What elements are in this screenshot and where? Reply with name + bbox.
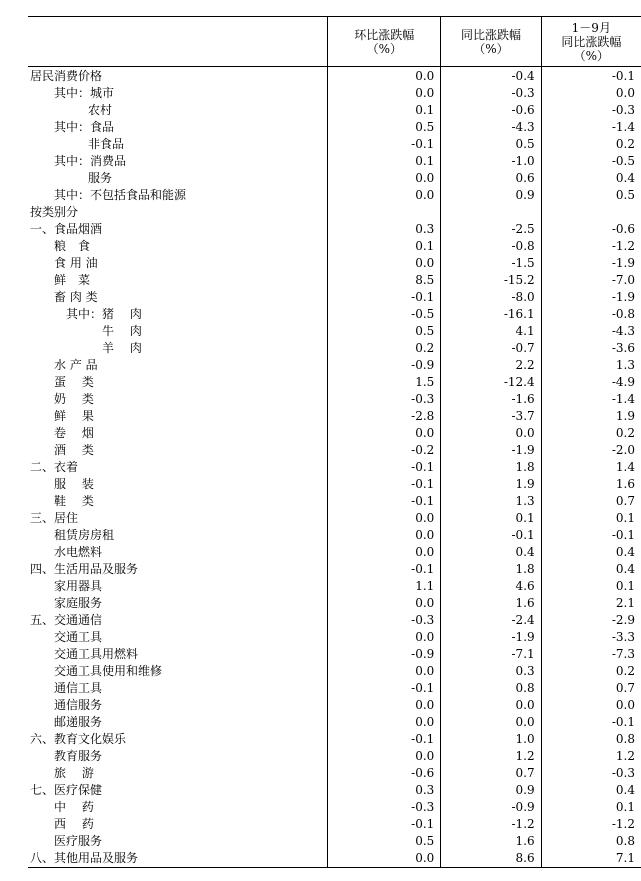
value-ytd: -0.3 bbox=[541, 102, 641, 119]
row-label-cell bbox=[28, 136, 328, 153]
value-mom: 0.0 bbox=[328, 544, 441, 561]
row-label: 通信工具 bbox=[54, 681, 103, 695]
row-label: 其中：不包括食品和能源 bbox=[54, 188, 187, 202]
row-label: 蛋 类 bbox=[54, 375, 94, 389]
row-label: 鲜 果 bbox=[54, 409, 94, 423]
value-yoy: 0.0 bbox=[441, 714, 541, 731]
row-label-cell bbox=[28, 612, 328, 629]
value-yoy: 1.0 bbox=[441, 731, 541, 748]
row-label-cell bbox=[28, 714, 328, 731]
value-yoy: -0.9 bbox=[441, 799, 541, 816]
value-yoy: -2.5 bbox=[441, 221, 541, 238]
row-label-cell bbox=[28, 510, 328, 527]
value-mom: 0.0 bbox=[328, 595, 441, 612]
row-label: 农村 bbox=[88, 103, 113, 117]
table-row bbox=[28, 680, 641, 697]
row-label-cell bbox=[28, 799, 328, 816]
table-row bbox=[28, 187, 641, 204]
row-label: 鞋 类 bbox=[54, 494, 94, 508]
value-yoy: -1.6 bbox=[441, 391, 541, 408]
row-label-cell bbox=[28, 459, 328, 476]
value-yoy: -1.9 bbox=[441, 629, 541, 646]
row-label-cell bbox=[28, 493, 328, 510]
value-yoy: 0.1 bbox=[441, 510, 541, 527]
value-mom: 0.0 bbox=[328, 255, 441, 272]
value-yoy: 1.8 bbox=[441, 561, 541, 578]
row-label-cell bbox=[28, 476, 328, 493]
row-label: 中 药 bbox=[54, 800, 94, 814]
value-mom: -0.3 bbox=[328, 612, 441, 629]
row-label-cell bbox=[28, 289, 328, 306]
table-row bbox=[28, 578, 641, 595]
table-row bbox=[28, 102, 641, 119]
value-ytd: 0.5 bbox=[541, 187, 641, 204]
row-label-cell bbox=[28, 697, 328, 714]
value-mom: 0.5 bbox=[328, 833, 441, 850]
value-ytd: -0.5 bbox=[541, 153, 641, 170]
value-ytd: 7.1 bbox=[541, 850, 641, 868]
value-ytd: 0.1 bbox=[541, 578, 641, 595]
row-label-cell bbox=[28, 170, 328, 187]
value-mom: 0.3 bbox=[328, 782, 441, 799]
row-label: 通信服务 bbox=[54, 698, 103, 712]
value-mom: 8.5 bbox=[328, 272, 441, 289]
value-mom: 0.3 bbox=[328, 221, 441, 238]
row-label-cell bbox=[28, 680, 328, 697]
value-yoy: 0.8 bbox=[441, 680, 541, 697]
value-yoy: -7.1 bbox=[441, 646, 541, 663]
table-row bbox=[28, 85, 641, 102]
value-ytd: -1.9 bbox=[541, 289, 641, 306]
value-ytd: -0.3 bbox=[541, 765, 641, 782]
value-yoy: -4.3 bbox=[441, 119, 541, 136]
table-body bbox=[28, 67, 641, 868]
value-mom: 0.0 bbox=[328, 850, 441, 868]
value-ytd: 0.4 bbox=[541, 561, 641, 578]
value-mom: 0.1 bbox=[328, 102, 441, 119]
table-row bbox=[28, 697, 641, 714]
row-label-cell bbox=[28, 425, 328, 442]
table-row bbox=[28, 153, 641, 170]
value-yoy: 0.6 bbox=[441, 170, 541, 187]
value-ytd: -1.2 bbox=[541, 816, 641, 833]
value-ytd: 1.2 bbox=[541, 748, 641, 765]
table-row bbox=[28, 612, 641, 629]
value-ytd: 0.2 bbox=[541, 136, 641, 153]
value-mom: 0.0 bbox=[328, 510, 441, 527]
value-mom: 0.0 bbox=[328, 697, 441, 714]
value-yoy: 0.3 bbox=[441, 663, 541, 680]
value-yoy: 0.0 bbox=[441, 697, 541, 714]
value-ytd: -4.3 bbox=[541, 323, 641, 340]
row-label: 居民消费价格 bbox=[30, 69, 103, 83]
value-mom: 0.0 bbox=[328, 187, 441, 204]
table-row bbox=[28, 136, 641, 153]
row-label-cell bbox=[28, 527, 328, 544]
value-mom: 0.0 bbox=[328, 714, 441, 731]
table-row bbox=[28, 663, 641, 680]
value-mom: -0.1 bbox=[328, 731, 441, 748]
row-label-cell bbox=[28, 442, 328, 459]
value-ytd: -1.9 bbox=[541, 255, 641, 272]
value-mom: -0.3 bbox=[328, 799, 441, 816]
table-row bbox=[28, 340, 641, 357]
value-ytd: 1.9 bbox=[541, 408, 641, 425]
value-ytd: 1.4 bbox=[541, 459, 641, 476]
value-yoy: -2.4 bbox=[441, 612, 541, 629]
table-row bbox=[28, 357, 641, 374]
row-label: 交通工具使用和维修 bbox=[54, 664, 163, 678]
row-label: 酒 类 bbox=[54, 443, 94, 457]
table-row bbox=[28, 816, 641, 833]
value-yoy bbox=[441, 204, 541, 221]
value-ytd: -7.0 bbox=[541, 272, 641, 289]
row-label: 旅 游 bbox=[54, 766, 94, 780]
value-mom: -0.9 bbox=[328, 357, 441, 374]
value-yoy: -3.7 bbox=[441, 408, 541, 425]
row-label-cell bbox=[28, 578, 328, 595]
row-label-cell bbox=[28, 340, 328, 357]
row-label-cell bbox=[28, 323, 328, 340]
value-yoy: 4.6 bbox=[441, 578, 541, 595]
row-label-cell bbox=[28, 374, 328, 391]
value-ytd: 0.4 bbox=[541, 544, 641, 561]
value-yoy: -1.5 bbox=[441, 255, 541, 272]
value-mom: 0.0 bbox=[328, 663, 441, 680]
table-row bbox=[28, 459, 641, 476]
row-label: 租赁房房租 bbox=[54, 528, 115, 542]
row-label: 四、生活用品及服务 bbox=[30, 562, 139, 576]
value-ytd bbox=[541, 204, 641, 221]
value-mom: 0.1 bbox=[328, 153, 441, 170]
row-label: 七、医疗保健 bbox=[30, 783, 103, 797]
row-label-cell bbox=[28, 204, 328, 221]
row-label: 奶 类 bbox=[54, 392, 94, 406]
table-row bbox=[28, 442, 641, 459]
value-yoy: 0.4 bbox=[441, 544, 541, 561]
table-row bbox=[28, 221, 641, 238]
value-ytd: 0.7 bbox=[541, 680, 641, 697]
value-ytd: 0.2 bbox=[541, 663, 641, 680]
value-yoy: 4.1 bbox=[441, 323, 541, 340]
value-ytd: -0.1 bbox=[541, 67, 641, 86]
value-ytd: 0.1 bbox=[541, 510, 641, 527]
header-mom bbox=[328, 17, 441, 67]
row-label-cell bbox=[28, 306, 328, 323]
row-label: 其中：猪 肉 bbox=[66, 307, 142, 321]
value-yoy: 0.5 bbox=[441, 136, 541, 153]
row-label-cell bbox=[28, 272, 328, 289]
value-yoy: -0.3 bbox=[441, 85, 541, 102]
header-item bbox=[28, 17, 328, 67]
row-label-cell bbox=[28, 391, 328, 408]
header-ytd-label: 1－9月 同比涨跌幅 （%） bbox=[561, 20, 622, 63]
table-row bbox=[28, 238, 641, 255]
row-label-cell bbox=[28, 731, 328, 748]
value-mom: -0.1 bbox=[328, 459, 441, 476]
table-row bbox=[28, 561, 641, 578]
row-label-cell bbox=[28, 833, 328, 850]
value-ytd: 1.6 bbox=[541, 476, 641, 493]
value-mom: 0.0 bbox=[328, 67, 441, 86]
row-label: 家庭服务 bbox=[54, 596, 103, 610]
row-label: 服务 bbox=[88, 171, 113, 185]
value-yoy: -0.7 bbox=[441, 340, 541, 357]
value-mom: -0.5 bbox=[328, 306, 441, 323]
value-ytd: -0.8 bbox=[541, 306, 641, 323]
value-ytd: 0.2 bbox=[541, 425, 641, 442]
table-row bbox=[28, 646, 641, 663]
row-label-cell bbox=[28, 595, 328, 612]
value-yoy: 1.6 bbox=[441, 595, 541, 612]
value-ytd: -3.3 bbox=[541, 629, 641, 646]
value-mom: 1.1 bbox=[328, 578, 441, 595]
value-yoy: -0.8 bbox=[441, 238, 541, 255]
table-row bbox=[28, 170, 641, 187]
table-row bbox=[28, 731, 641, 748]
row-label-cell bbox=[28, 102, 328, 119]
row-label: 服 装 bbox=[54, 477, 94, 491]
row-label-cell bbox=[28, 663, 328, 680]
row-label: 医疗服务 bbox=[54, 834, 103, 848]
row-label: 一、食品烟酒 bbox=[30, 222, 103, 236]
header-mom-label: 环比涨跌幅 （%） bbox=[354, 27, 415, 56]
row-label: 非食品 bbox=[88, 137, 125, 151]
row-label-cell bbox=[28, 221, 328, 238]
value-mom: -0.1 bbox=[328, 680, 441, 697]
table-row bbox=[28, 850, 641, 868]
row-label-cell bbox=[28, 561, 328, 578]
value-mom: 1.5 bbox=[328, 374, 441, 391]
value-mom: 0.5 bbox=[328, 323, 441, 340]
value-yoy: -0.6 bbox=[441, 102, 541, 119]
value-ytd: 0.1 bbox=[541, 799, 641, 816]
row-label: 交通工具 bbox=[54, 630, 103, 644]
value-yoy: 1.6 bbox=[441, 833, 541, 850]
value-yoy: 1.2 bbox=[441, 748, 541, 765]
row-label-cell bbox=[28, 119, 328, 136]
value-ytd: 1.3 bbox=[541, 357, 641, 374]
table-row bbox=[28, 544, 641, 561]
row-label-cell bbox=[28, 782, 328, 799]
header-row bbox=[28, 17, 641, 67]
value-yoy: 2.2 bbox=[441, 357, 541, 374]
cpi-table bbox=[28, 16, 641, 868]
value-mom: 0.0 bbox=[328, 748, 441, 765]
row-label-cell bbox=[28, 765, 328, 782]
value-ytd: -0.1 bbox=[541, 714, 641, 731]
value-mom: -0.1 bbox=[328, 816, 441, 833]
table-row bbox=[28, 799, 641, 816]
value-yoy: -1.0 bbox=[441, 153, 541, 170]
value-ytd: 0.8 bbox=[541, 833, 641, 850]
value-mom: -2.8 bbox=[328, 408, 441, 425]
table-row bbox=[28, 714, 641, 731]
value-yoy: 1.9 bbox=[441, 476, 541, 493]
table-row bbox=[28, 391, 641, 408]
row-label: 水电燃料 bbox=[54, 545, 103, 559]
value-ytd: -3.6 bbox=[541, 340, 641, 357]
value-yoy: 0.9 bbox=[441, 782, 541, 799]
value-mom: 0.2 bbox=[328, 340, 441, 357]
table-row bbox=[28, 629, 641, 646]
row-label-cell bbox=[28, 850, 328, 868]
value-mom: -0.6 bbox=[328, 765, 441, 782]
value-yoy: 1.8 bbox=[441, 459, 541, 476]
row-label: 卷 烟 bbox=[54, 426, 94, 440]
row-label-cell bbox=[28, 408, 328, 425]
header-ytd bbox=[541, 17, 641, 67]
value-ytd: 0.4 bbox=[541, 170, 641, 187]
value-mom: 0.5 bbox=[328, 119, 441, 136]
row-label-cell bbox=[28, 85, 328, 102]
value-yoy: -12.4 bbox=[441, 374, 541, 391]
value-mom: 0.0 bbox=[328, 527, 441, 544]
value-yoy: -16.1 bbox=[441, 306, 541, 323]
row-label-cell bbox=[28, 646, 328, 663]
row-label-cell bbox=[28, 816, 328, 833]
table-row bbox=[28, 119, 641, 136]
table-row bbox=[28, 595, 641, 612]
row-label-cell bbox=[28, 357, 328, 374]
table-row bbox=[28, 765, 641, 782]
table-row bbox=[28, 833, 641, 850]
value-mom: 0.0 bbox=[328, 425, 441, 442]
value-yoy: -0.4 bbox=[441, 67, 541, 86]
table-row bbox=[28, 272, 641, 289]
value-yoy: 0.7 bbox=[441, 765, 541, 782]
value-mom: 0.0 bbox=[328, 629, 441, 646]
table-row bbox=[28, 425, 641, 442]
row-label: 其中：城市 bbox=[54, 86, 115, 100]
value-ytd: -0.6 bbox=[541, 221, 641, 238]
table-row bbox=[28, 204, 641, 221]
row-label: 交通工具用燃料 bbox=[54, 647, 139, 661]
header-yoy bbox=[441, 17, 541, 67]
row-label-cell bbox=[28, 748, 328, 765]
row-label: 羊 肉 bbox=[102, 341, 142, 355]
row-label-cell bbox=[28, 238, 328, 255]
value-ytd: 0.8 bbox=[541, 731, 641, 748]
row-label-cell bbox=[28, 153, 328, 170]
value-mom: -0.1 bbox=[328, 289, 441, 306]
value-mom: 0.0 bbox=[328, 85, 441, 102]
row-label: 鲜 菜 bbox=[54, 273, 91, 287]
row-label: 八、其他用品及服务 bbox=[30, 851, 139, 865]
value-ytd: -1.4 bbox=[541, 119, 641, 136]
row-label: 水 产 品 bbox=[54, 358, 98, 372]
row-label: 六、教育文化娱乐 bbox=[30, 732, 127, 746]
value-mom: -0.1 bbox=[328, 136, 441, 153]
value-mom: 0.1 bbox=[328, 238, 441, 255]
value-ytd: -4.9 bbox=[541, 374, 641, 391]
row-label: 西 药 bbox=[54, 817, 94, 831]
row-label-cell bbox=[28, 187, 328, 204]
value-ytd: -2.0 bbox=[541, 442, 641, 459]
value-mom: -0.9 bbox=[328, 646, 441, 663]
row-label: 畜 肉 类 bbox=[54, 290, 98, 304]
value-mom: -0.1 bbox=[328, 493, 441, 510]
value-yoy: -1.2 bbox=[441, 816, 541, 833]
row-label-cell bbox=[28, 544, 328, 561]
row-label: 其中：食品 bbox=[54, 120, 115, 134]
value-mom: 0.0 bbox=[328, 170, 441, 187]
row-label: 教育服务 bbox=[54, 749, 103, 763]
value-ytd: -1.2 bbox=[541, 238, 641, 255]
value-ytd: -2.9 bbox=[541, 612, 641, 629]
value-ytd: -0.1 bbox=[541, 527, 641, 544]
table-row bbox=[28, 527, 641, 544]
value-yoy: 8.6 bbox=[441, 850, 541, 868]
value-mom: -0.3 bbox=[328, 391, 441, 408]
value-ytd: 0.0 bbox=[541, 85, 641, 102]
value-mom: -0.2 bbox=[328, 442, 441, 459]
row-label: 三、居住 bbox=[30, 511, 79, 525]
table-row bbox=[28, 408, 641, 425]
value-yoy: 1.3 bbox=[441, 493, 541, 510]
row-label-cell bbox=[28, 67, 328, 86]
table-row bbox=[28, 67, 641, 86]
table-row bbox=[28, 323, 641, 340]
row-label: 其中：消费品 bbox=[54, 154, 127, 168]
value-mom: -0.1 bbox=[328, 476, 441, 493]
table-row bbox=[28, 289, 641, 306]
row-label: 按类别分 bbox=[30, 205, 79, 219]
value-ytd: 0.7 bbox=[541, 493, 641, 510]
table-row bbox=[28, 306, 641, 323]
value-yoy: -1.9 bbox=[441, 442, 541, 459]
value-ytd: -1.4 bbox=[541, 391, 641, 408]
value-ytd: 0.4 bbox=[541, 782, 641, 799]
row-label: 家用器具 bbox=[54, 579, 103, 593]
table-row bbox=[28, 493, 641, 510]
row-label: 邮递服务 bbox=[54, 715, 103, 729]
value-yoy: -0.1 bbox=[441, 527, 541, 544]
value-ytd: -7.3 bbox=[541, 646, 641, 663]
value-yoy: -15.2 bbox=[441, 272, 541, 289]
value-yoy: -8.0 bbox=[441, 289, 541, 306]
table-row bbox=[28, 510, 641, 527]
row-label: 二、衣着 bbox=[30, 460, 79, 474]
row-label-cell bbox=[28, 629, 328, 646]
value-yoy: 0.0 bbox=[441, 425, 541, 442]
value-mom: -0.1 bbox=[328, 561, 441, 578]
row-label: 牛 肉 bbox=[102, 324, 142, 338]
value-ytd: 0.0 bbox=[541, 697, 641, 714]
table-row bbox=[28, 255, 641, 272]
table-row bbox=[28, 476, 641, 493]
table-row bbox=[28, 748, 641, 765]
row-label: 粮 食 bbox=[54, 239, 91, 253]
value-yoy: 0.9 bbox=[441, 187, 541, 204]
table-row bbox=[28, 374, 641, 391]
row-label-cell bbox=[28, 255, 328, 272]
table-row bbox=[28, 782, 641, 799]
row-label: 食 用 油 bbox=[54, 256, 98, 270]
header-yoy-label: 同比涨跌幅 （%） bbox=[460, 27, 521, 56]
value-ytd: 2.1 bbox=[541, 595, 641, 612]
value-mom bbox=[328, 204, 441, 221]
row-label: 五、交通通信 bbox=[30, 613, 103, 627]
